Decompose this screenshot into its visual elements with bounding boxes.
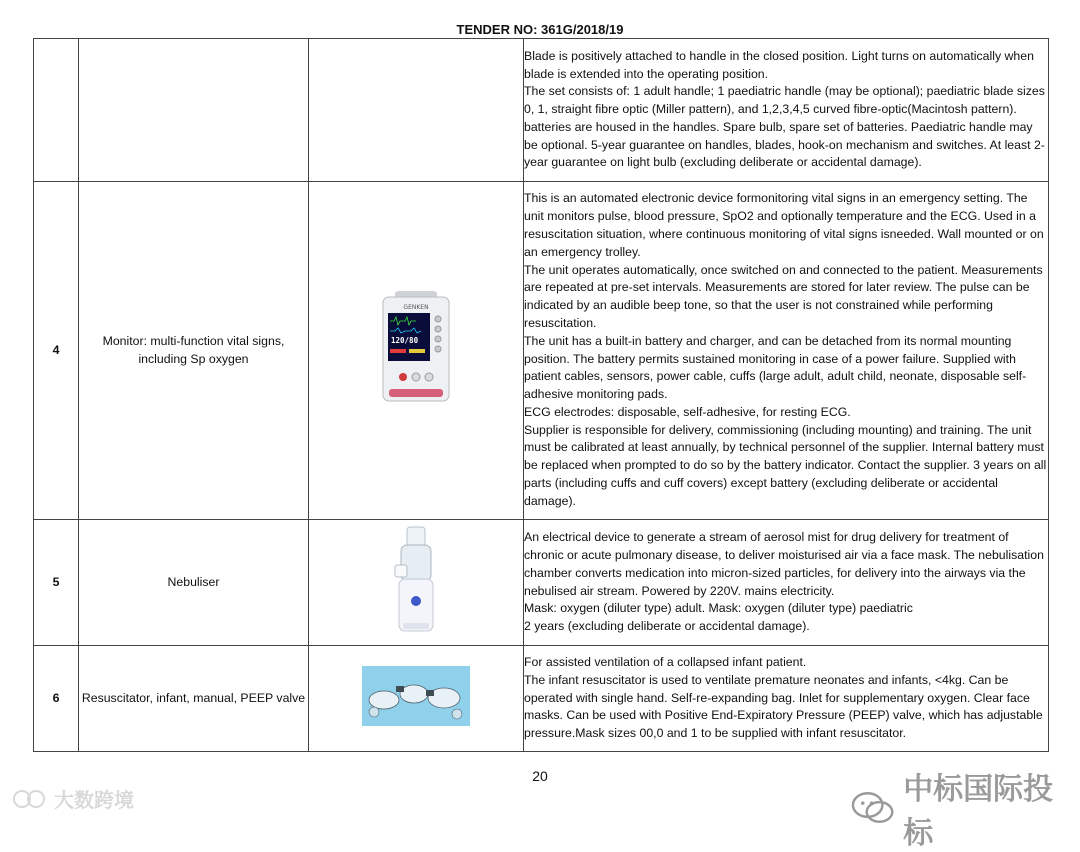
specification-table [33,38,1049,752]
description-paragraph: Mask: oxygen (diluter type) adult. Mask: oxygen (diluter type) paediatric [524,601,913,616]
item-number [34,39,79,182]
tender-number-header: TENDER NO: 361G/2018/19 [456,22,624,37]
page-number: 20 [532,768,548,784]
item-image-cell [309,182,524,520]
description-paragraph: The infant resuscitator is used to ventilate premature neonates and infants, <4kg. Can be operated with single hand. Self-re-expanding bag. Inlet for supplementary oxygen. Clear face masks. Can be used with Positive End-Expiratory Pressure (PEEP) valve, which has adjustable pressure.Mask sizes 00,0 and 1 to be supplied with infant resuscitator. [524,672,1043,741]
watermark-right [850,764,1080,852]
item-number: 4 [34,182,79,520]
monitor-reading: 120/80 [391,335,419,345]
description-paragraph: The unit has a built-in battery and charger, and can be detached from its normal mounting position. The battery permits sustained monitoring in case of a power failure. Supplied with patient cables, sensors, power cable, cuffs (large adult, adult child, neonate, disposable self-adhesive monitoring pads. [524,333,1027,402]
item-name [79,39,309,182]
table-row [34,520,1049,646]
monitor-brand-label: GENKEN [403,303,429,311]
description-paragraph: Blade is positively attached to handle in the closed position. Light turns on automatically when blade is extended into the operating position. [524,48,1034,81]
description-paragraph: 2 years (excluding deliberate or accidental damage). [524,619,810,634]
item-image-cell [309,520,524,646]
nebuliser-image [385,525,447,641]
chat-bubble-icon [12,788,48,810]
item-name: Monitor: multi-function vital signs, including Sp oxygen [79,182,309,520]
description-paragraph: The unit operates automatically, once switched on and connected to the patient. Measurements are repeated at pre-set intervals. Measurements are stored for later review. The pulse can be indicated by an audible beep tone, so that the user is not constrained while performing resuscitation. [524,262,1043,330]
description-paragraph: The set consists of: 1 adult handle; 1 paediatric handle (may be optional); paediatric blade sizes 0, 1, straight fibre optic (Miller pattern), and 1,2,3,4,5 curved fibre-optic(Macintosh pattern). batteries are housed in the handles. Spare bulb, spare set of batteries. Paediatric handle may be optional. 5-year guarantee on handles, blades, hook-on mechanism and switches. At least 2-year guarantee on light bulb (excluding deliberate or accidental damage). [524,84,1045,170]
item-description [524,39,1049,182]
item-image-cell [309,39,524,182]
item-number: 6 [34,646,79,752]
description-paragraph: Supplier is responsible for delivery, commissioning (including mounting) and training. The unit must be calibrated at least annually, by technical personnel of the supplier. Internal battery must be replaced when prompted to do so by the battery indicator. Contact the supplier. 3 years on all parts (including cuffs and cuff covers) except battery (excluding deliberate or accidental [524,422,1047,491]
watermark-right-text: 中标国际投标 [903,773,1054,850]
item-name: Resuscitator, infant, manual, PEEP valve [79,646,309,752]
infant-resuscitator-image [362,666,470,732]
monitor-device-icon [381,291,451,405]
description-paragraph: An electrical device to generate a stream of aerosol mist for drug delivery for treatment of chronic or acute pulmonary disease, to deliver moisturised air via a face mask. The nebulisation chamber converts medication into micron-sized particles, for delivery into the airways via the nebulised air stream. Powered by 220V. mains electricity. [524,530,1044,598]
watermark-left [12,784,134,813]
table-row [34,39,1049,182]
nebuliser-device-icon [385,525,447,635]
table-row [34,182,1049,520]
vital-signs-monitor-image [381,291,451,411]
description-paragraph: ECG electrodes: disposable, self-adhesive, for resting ECG. [524,404,851,419]
item-number: 5 [34,520,79,646]
item-description [524,182,1049,520]
description-paragraph: This is an automated electronic device formonitoring vital signs in an emergency setting. The unit monitors pulse, blood pressure, SpO2 and optionally temperature and the ECG. Used in a resuscitation situation, where continuous monitoring of vital signs isneeded. Wall mounted or on an emergency trolley. [524,191,1044,259]
item-description [524,646,1049,752]
item-name: Nebuliser [79,520,309,646]
resuscitator-device-icon [362,666,470,726]
watermark-left-text: 大数跨境 [54,790,134,812]
description-paragraph: For assisted ventilation of a collapsed infant patient. [524,655,807,669]
item-description [524,520,1049,646]
table-row [34,646,1049,752]
description-paragraph: damage). [524,493,576,508]
item-image-cell [309,646,524,752]
wechat-icon [850,790,895,826]
